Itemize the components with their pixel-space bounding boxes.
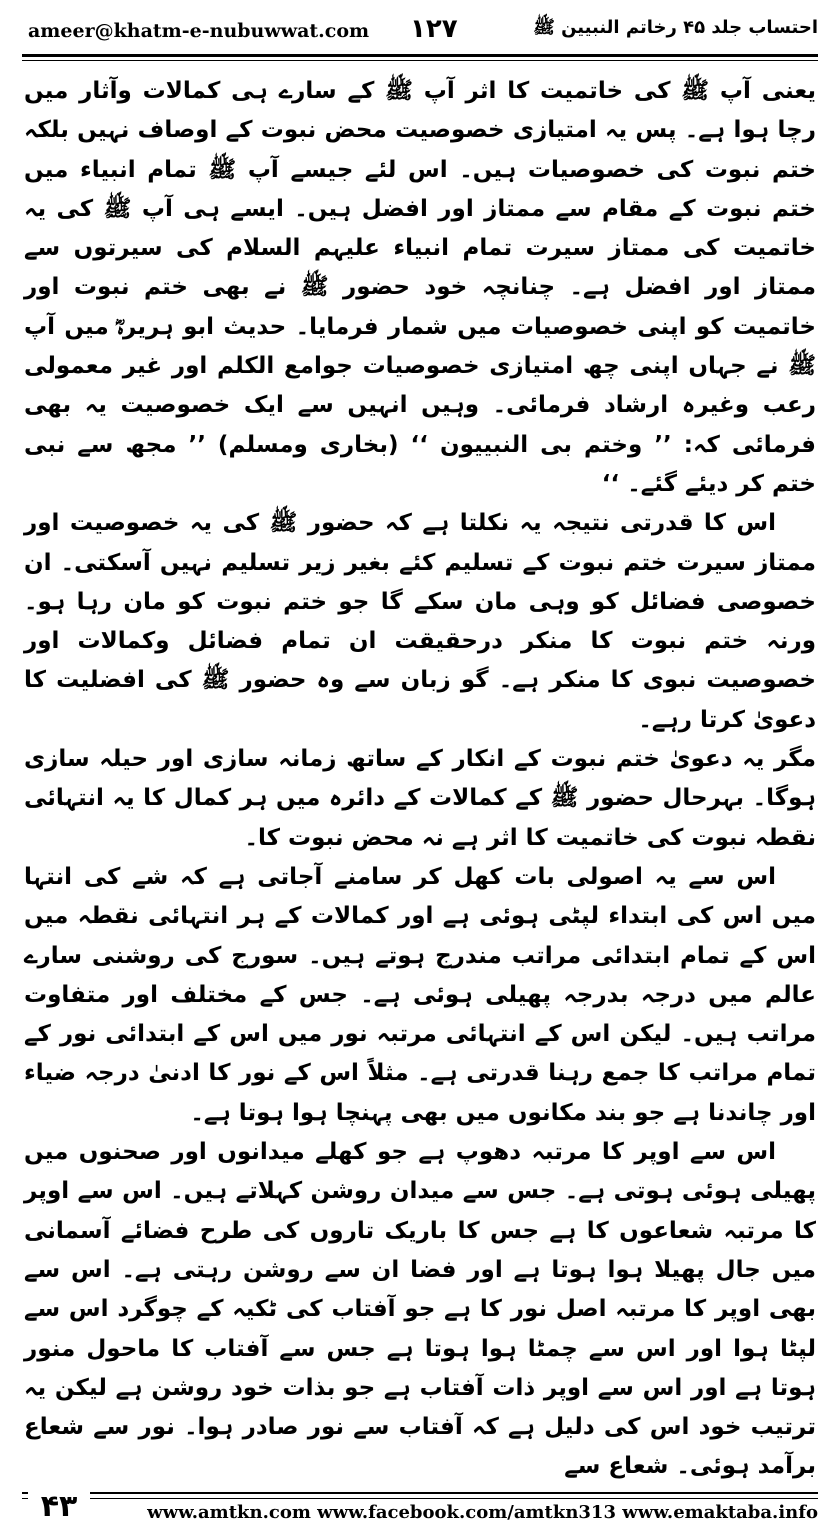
page-header xyxy=(28,14,818,50)
paragraph: یعنی آپ ﷺ کی خاتمیت کا اثر آپ ﷺ کے سارے ہی کمالات وآثار میں رچا ہوا ہے۔ پس یہ امتیازی خصوصیت محض نبوت کے اوصاف نہیں بلکہ ختم نبوت کی خصوصیات ہیں۔ اس لئے جیسے آپ ﷺ تمام انبیاء میں ختم نبوت کے مقام سے ممتاز اور افضل ہیں۔ ایسے ہی آپ ﷺ کی یہ خاتمیت کی ممتاز سیرت تمام انبیاء علیہم السلام کی سیرتوں سے ممتاز اور افضل ہے۔ چنانچہ خود حضور ﷺ نے بھی ختم نبوت اور خاتمیت کو اپنی خصوصیات میں شمار فرمایا۔ حدیث ابو ہریرہؓ میں آپ ﷺ نے جہاں اپنی چھ امتیازی خصوصیات جوامع الکلم اور غیر معمولی رعب وغیرہ ارشاد فرمائی۔ وہیں انہیں سے ایک خصوصیت یہ بھی فرمائی کہ: ’’ وختم بی النبییون ‘‘ (بخاری ومسلم) ’’ مجھ سے نبی ختم کر دیئے گئے۔ ‘‘ xyxy=(24,78,816,497)
footer-website-links[interactable]: www.amtkn.com www.facebook.com/amtkn313 www.emaktaba.info xyxy=(147,1502,818,1523)
paragraph: اس کا قدرتی نتیجہ یہ نکلتا ہے کہ حضور ﷺ کی یہ خصوصیت اور ممتاز سیرت ختم نبوت کے تسلیم کئے بغیر زیر تسلیم نہیں آسکتی۔ ان خصوصی فضائل کو وہی مان سکے گا جو ختم نبوت کو مان رہا ہو۔ ورنہ ختم نبوت کا منکر درحقیقت ان تمام فضائل وکمالات اور خصوصیت نبوی کا منکر ہے۔ گو زبان سے وہ حضور ﷺ کی افضلیت کا دعویٰ کرتا رہے۔ xyxy=(24,510,816,733)
footer-page-number: ۴۳ xyxy=(28,1484,90,1530)
page-body xyxy=(24,72,816,1480)
header-rule-thin xyxy=(22,60,818,61)
footer-rule xyxy=(22,1492,818,1494)
paragraph: اس سے یہ اصولی بات کھل کر سامنے آجاتی ہے کہ شے کی انتہا میں اس کی ابتداء لپٹی ہوئی ہے اور کمالات کے ہر انتہائی نقطہ میں اس کے تمام ابتدائی مراتب مندرج ہوتے ہیں۔ سورج کی روشنی سارے عالم میں درجہ بدرجہ پھیلی ہوئی ہے۔ جس کے مختلف اور متفاوت مراتب ہیں۔ لیکن اس کے انتہائی مرتبہ نور میں اس کے ابتدائی نور کے تمام مراتب کا جمع رہنا قدرتی ہے۔ مثلاً اس کے نور کا ادنیٰ درجہ ضیاء اور چاندنا ہے جو بند مکانوں میں بھی پہنچا ہوا ہوتا ہے۔ xyxy=(24,863,816,1126)
header-rule xyxy=(22,54,818,57)
header-book-title: احتساب جلد ۴۵ رخاتم النبیین ﷺ xyxy=(533,17,818,38)
header-page-number: ۱۲۷ xyxy=(410,14,458,44)
footer-rule-thin xyxy=(22,1498,818,1499)
paragraph: مگر یہ دعویٰ ختم نبوت کے انکار کے ساتھ زمانہ سازی اور حیلہ سازی ہوگا۔ بہرحال حضور ﷺ کے کمالات کے دائرہ میں ہر کمال کا یہ انتہائی نقطہ نبوت کی خاتمیت کا اثر ہے نہ محض نبوت کا۔ xyxy=(24,746,816,851)
paragraph: اس سے اوپر کا مرتبہ دھوپ ہے جو کھلے میدانوں اور صحنوں میں پھیلی ہوئی ہوتی ہے۔ جس سے میدان روشن کہلاتے ہیں۔ اس سے اوپر کا مرتبہ شعاعوں کا ہے جس کا باریک تاروں کی طرح فضائے آسمانی میں جال پھیلا ہوا ہوتا ہے اور فضا ان سے روشن رہتی ہے۔ اس سے بھی اوپر کا مرتبہ اصل نور کا ہے جو آفتاب کی ٹکیہ کے چوگرد اس سے لپٹا ہوا اور اس سے چمٹا ہوا ہوتا ہے جس سے آفتاب کا ماحول منور ہوتا ہے اور اس سے اوپر ذات آفتاب ہے جو بذات خود روشن ہے لیکن یہ ترتیب خود اس کی دلیل ہے کہ آفتاب سے نور صادر ہوا۔ نور سے شعاع برآمد ہوئی۔ شعاع سے xyxy=(24,1139,816,1480)
page-footer xyxy=(22,1484,818,1534)
header-email[interactable]: ameer@khatm-e-nubuwwat.com xyxy=(28,20,370,42)
